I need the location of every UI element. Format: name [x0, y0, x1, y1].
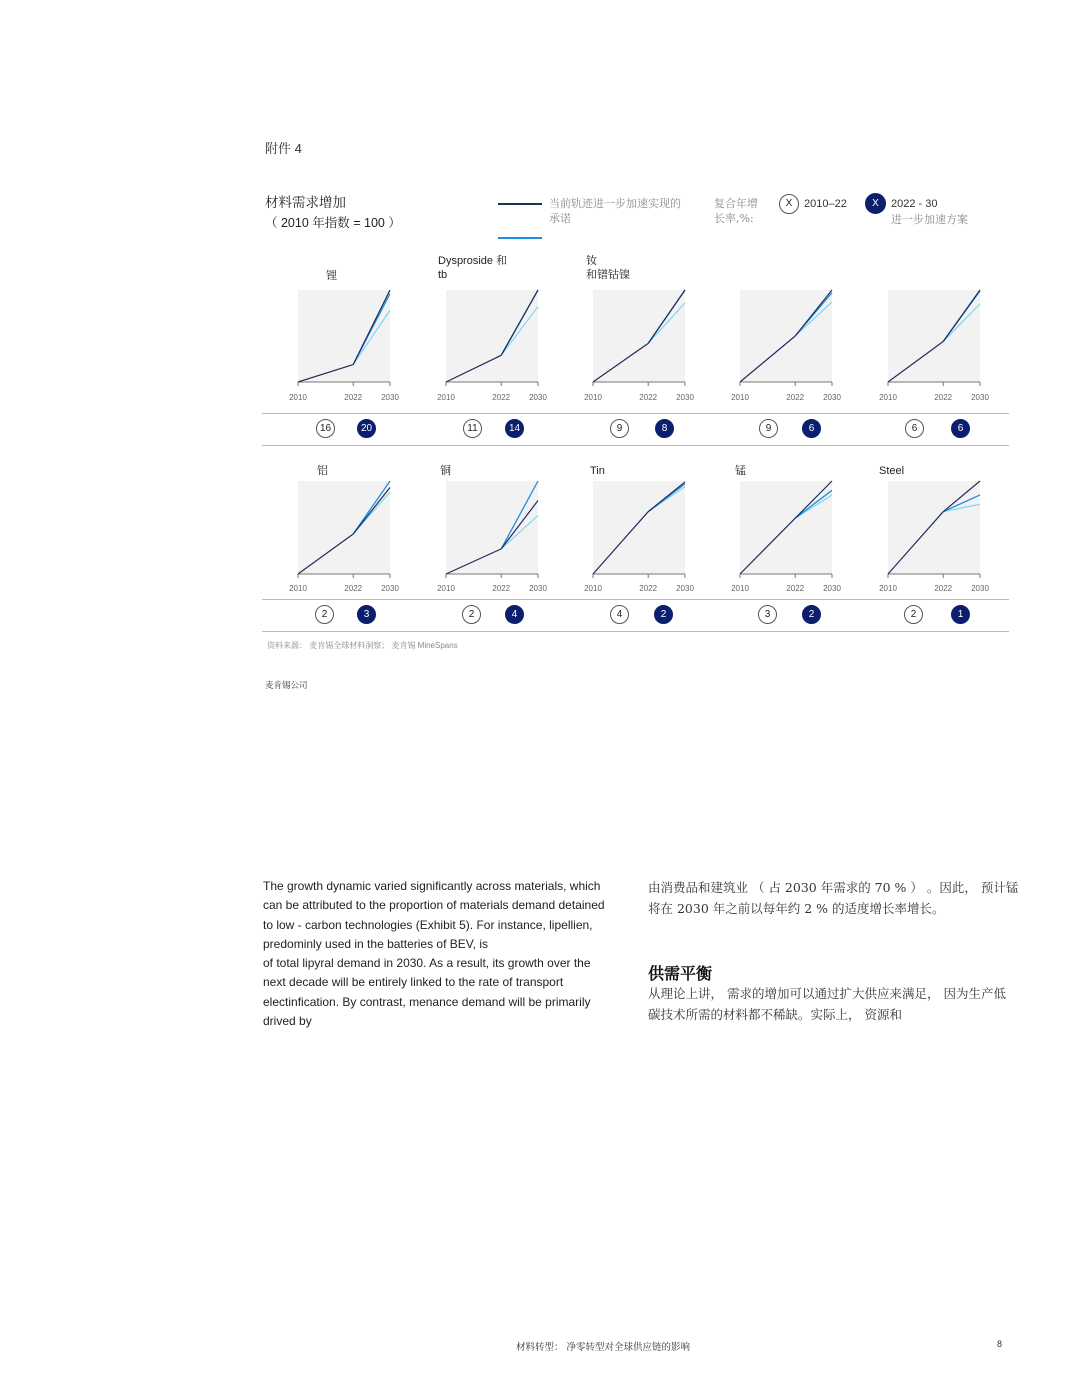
x-tick-label-neodymium-0: 2010 — [584, 393, 602, 402]
chart-title-sub: （ 2010 年指数 = 100 ） — [265, 216, 401, 230]
x-tick-label-dysprosium-1: 2022 — [492, 393, 511, 402]
x-tick-label-tin-2: 2030 — [676, 584, 694, 593]
x-tick-label-aluminium-2: 2030 — [381, 584, 399, 593]
x-tick-label-lithium-2: 2030 — [381, 393, 399, 402]
cagr-2022-30-tin: 2 — [654, 605, 673, 624]
chart-grid — [0, 0, 1080, 660]
chart-title-main: 材料需求增加 — [265, 195, 346, 210]
panel-bg-m4 — [740, 290, 832, 382]
x-tick-label-copper-0: 2010 — [437, 584, 455, 593]
cagr-2022-30-m4: 6 — [802, 419, 821, 438]
cagr-2010-22-copper: 2 — [462, 605, 481, 624]
x-tick-label-aluminium-1: 2022 — [344, 584, 363, 593]
cagr-2022-30-neodymium: 8 — [655, 419, 674, 438]
cagr-2022-30-aluminium: 3 — [357, 605, 376, 624]
cagr-2010-22-steel: 2 — [904, 605, 923, 624]
legend-period1-circle: X — [779, 194, 799, 214]
x-tick-label-dysprosium-0: 2010 — [437, 393, 455, 402]
x-tick-label-m5-0: 2010 — [879, 393, 897, 402]
cagr-2022-30-lithium: 20 — [357, 419, 376, 438]
legend-dark-label: 当前轨迹进一步加速实现的承诺 — [549, 197, 681, 225]
x-tick-label-manganese-2: 2030 — [823, 584, 841, 593]
body-en-paragraph-2: of total lipyral demand in 2030. As a result, its growth over the next decade will be entirely linked to the rate of transport electinfication. By contrast, menance demand will be primarily drived by — [263, 956, 591, 1029]
section-heading: 供需平衡 — [648, 964, 713, 983]
x-tick-label-m4-1: 2022 — [786, 393, 805, 402]
x-tick-label-m4-0: 2010 — [731, 393, 749, 402]
legend-period2-label: 2022 - 30 — [891, 198, 938, 210]
x-tick-label-m4-2: 2030 — [823, 393, 841, 402]
x-tick-label-m5-1: 2022 — [934, 393, 953, 402]
x-tick-label-copper-1: 2022 — [492, 584, 511, 593]
cagr-2022-30-manganese: 2 — [802, 605, 821, 624]
x-tick-label-tin-0: 2010 — [584, 584, 602, 593]
x-tick-label-lithium-1: 2022 — [344, 393, 363, 402]
cagr-2010-22-aluminium: 2 — [315, 605, 334, 624]
label-manganese: 锰 — [735, 465, 746, 477]
cagr-2022-30-copper: 4 — [505, 605, 524, 624]
label-copper: 铜 — [440, 465, 451, 477]
page-number: 8 — [997, 1339, 1003, 1349]
panel-bg-steel — [888, 481, 980, 574]
x-tick-label-manganese-1: 2022 — [786, 584, 805, 593]
panel-bg-aluminium — [298, 481, 390, 574]
label-dysprosium: Dysproside 和 tb — [438, 255, 508, 281]
cagr-2022-30-m5: 6 — [951, 419, 970, 438]
x-tick-label-neodymium-2: 2030 — [676, 393, 694, 402]
label-steel: Steel — [879, 465, 905, 477]
panel-bg-lithium — [298, 290, 390, 382]
cagr-2022-30-dysprosium: 14 — [505, 419, 524, 438]
source-note: 资料来源： 麦肯锡全球材料洞察； 麦肯锡 MineSpans — [267, 641, 458, 650]
cagr-2010-22-dysprosium: 11 — [463, 419, 482, 438]
body-text-english — [263, 877, 608, 1031]
x-tick-label-lithium-0: 2010 — [289, 393, 307, 402]
cagr-2010-22-m4: 9 — [759, 419, 778, 438]
x-tick-label-steel-2: 2030 — [971, 584, 989, 593]
x-tick-label-manganese-0: 2010 — [731, 584, 749, 593]
x-tick-label-aluminium-0: 2010 — [289, 584, 307, 593]
x-tick-label-copper-2: 2030 — [529, 584, 547, 593]
row2-top-rule — [262, 599, 1009, 600]
row1-bottom-rule — [262, 445, 1009, 446]
cagr-2010-22-manganese: 3 — [758, 605, 777, 624]
label-lithium: 锂 — [326, 270, 337, 282]
company-name: 麦肯锡公司 — [265, 680, 308, 690]
body-en-paragraph-1: The growth dynamic varied significantly across materials, which can be attributed to the proportion of materials demand detained to low - carbon technologies (Exhibit 5). For instance, lipellien, predominly used in the batteries of BEV, is — [263, 879, 605, 951]
x-tick-label-neodymium-1: 2022 — [639, 393, 658, 402]
x-tick-label-tin-1: 2022 — [639, 584, 658, 593]
x-tick-label-steel-0: 2010 — [879, 584, 897, 593]
footer-title: 材料转型： 净零转型对全球供应链的影响 — [516, 1342, 691, 1353]
panel-bg-m5 — [888, 290, 980, 382]
legend-cagr-label: 复合年增长率,%: — [714, 197, 758, 225]
label-tin: Tin — [590, 465, 605, 477]
panel-bg-dysprosium — [446, 290, 538, 382]
body-text-chinese-2: 从理论上讲， 需求的增加可以通过扩大供应来满足， 因为生产低碳技术所需的材料都不稀缺。实际上， 资源和 — [648, 986, 1006, 1022]
cagr-2010-22-m5: 6 — [905, 419, 924, 438]
legend-period2-circle: X — [865, 193, 886, 214]
cagr-2010-22-neodymium: 9 — [610, 419, 629, 438]
cagr-2022-30-steel: 1 — [951, 605, 970, 624]
row1-top-rule — [262, 413, 1009, 414]
body-text-chinese: 由消费品和建筑业 （ 占 2030 年需求的 70 % ） 。因此， 预计锰将在 2030 年之前以每年约 2 % 的适度增长率增长。 — [648, 880, 1019, 916]
label-aluminium: 铝 — [317, 465, 328, 477]
x-tick-label-m5-2: 2030 — [971, 393, 989, 402]
label-neodymium: 钕 和镨钴镍 — [586, 255, 630, 281]
x-tick-label-dysprosium-2: 2030 — [529, 393, 547, 402]
legend-period2-sublabel: 进一步加速方案 — [891, 213, 968, 226]
x-tick-label-steel-1: 2022 — [934, 584, 953, 593]
legend-period1-label: 2010–22 — [804, 198, 847, 210]
exhibit-label: 附件 4 — [265, 141, 302, 156]
cagr-2010-22-lithium: 16 — [316, 419, 335, 438]
row2-bottom-rule — [262, 631, 1009, 632]
cagr-2010-22-tin: 4 — [610, 605, 629, 624]
panel-bg-neodymium — [593, 290, 685, 382]
